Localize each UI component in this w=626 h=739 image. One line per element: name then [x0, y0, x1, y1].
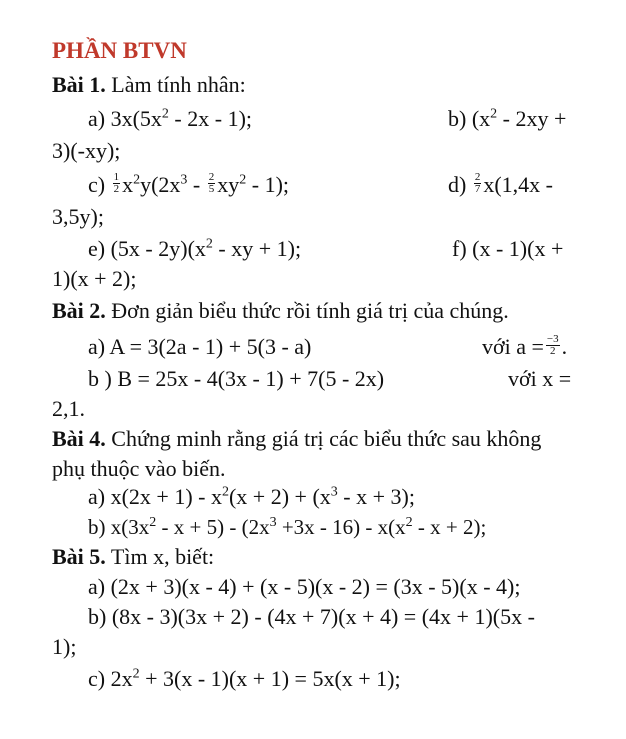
bai1-c-exp-2: 3: [180, 172, 188, 188]
page-title: PHẦN BTVN: [52, 38, 187, 63]
bai5-b-continuation: 1);: [52, 634, 77, 659]
bai1-number: Bài 1.: [52, 72, 106, 97]
bai1-c-expr-3: -: [187, 172, 206, 197]
bai1-b-exp: 2: [490, 106, 498, 122]
bai4-a-exp-1: 2: [221, 484, 229, 500]
bai2-a-expr: A = 3(2a - 1) + 5(3 - a): [109, 334, 312, 359]
bai2-instruction: Đơn giản biểu thức rồi tính giá trị của chúng.: [105, 298, 509, 323]
bai2-a-fraction: [546, 334, 560, 357]
bai2-a-cond-text: với a =: [482, 334, 544, 359]
bai5-instruction: Tìm x, biết:: [105, 544, 215, 569]
bai1-f-expr: (x - 1)(x +: [472, 236, 564, 261]
bai1-d-expr: x(1,4x -: [483, 172, 553, 197]
bai5-c-expr: 2x: [110, 666, 133, 691]
fraction-numerator: 2: [208, 171, 215, 184]
bai4-a: [88, 484, 415, 510]
bai5-a-expr: (2x + 3)(x - 4) + (x - 5)(x - 2) = (3x - 5)(x - 4);: [110, 574, 521, 599]
bai2-a-condition: [482, 334, 567, 360]
bai4-number: Bài 4.: [52, 426, 106, 451]
bai2-b-condition: với x =: [508, 366, 572, 391]
bai4-b-exp-2: 3: [269, 515, 277, 530]
bai1-e-expr-rest: - xy + 1);: [212, 236, 302, 261]
bai1-heading: [52, 72, 246, 98]
bai4-a-expr: x(2x + 1) - x: [110, 484, 222, 509]
bai1-b-continuation: 3)(-xy);: [52, 138, 121, 163]
fraction-denominator: 5: [208, 183, 215, 196]
bai1-f: [452, 236, 563, 262]
bai2-a-period: .: [561, 334, 568, 359]
bai2-b-expr: B = 25x - 4(3x - 1) + 7(5 - 2x): [117, 366, 385, 391]
bai2-b: [88, 366, 384, 392]
bai4-b-expr-3: +3x - 16) - x(x: [276, 515, 406, 539]
bai1-c-fraction-1: [113, 172, 121, 195]
bai5-b-label: b): [88, 604, 107, 629]
bai1-a: [88, 106, 252, 132]
bai1-e-exp: 2: [205, 236, 213, 252]
fraction-numerator: −3: [546, 333, 559, 346]
bai1-b-expr-rest: - 2xy +: [497, 106, 567, 131]
bai5-c-label: c): [88, 666, 106, 691]
bai1-b-label: b): [448, 106, 467, 131]
bai5-c: [88, 666, 401, 692]
bai2-b-continuation: 2,1.: [52, 396, 85, 421]
bai1-c-expr-2: y(2x: [140, 172, 181, 197]
bai1-b-expr: (x: [471, 106, 491, 131]
bai1-d-label: d): [448, 172, 467, 197]
bai1-c-exp-3: 2: [239, 172, 247, 188]
fraction-numerator: 1: [113, 171, 120, 184]
bai5-c-exp: 2: [132, 666, 140, 682]
bai4-heading-continuation: phụ thuộc vào biến.: [52, 456, 226, 481]
bai4-b-expr-2: - x + 5) - (2x: [156, 515, 270, 539]
bai5-a: [88, 574, 520, 600]
bai1-a-exp: 2: [161, 106, 169, 122]
bai4-instruction: Chứng minh rằng giá trị các biểu thức sau không: [105, 426, 542, 451]
bai4-heading: [52, 426, 541, 452]
bai1-e-label: e): [88, 236, 106, 261]
bai4-a-label: a): [88, 484, 106, 509]
bai1-c: [88, 172, 289, 198]
bai1-c-fraction-2: [208, 172, 216, 195]
bai4-b-label: b): [88, 515, 106, 539]
bai1-b: [448, 106, 566, 132]
bai2-a-label: a): [88, 334, 106, 359]
bai1-a-expr-rest: - 2x - 1);: [168, 106, 253, 131]
bai1-f-label: f): [452, 236, 467, 261]
bai5-b-expr: (8x - 3)(3x + 2) - (4x + 7)(x + 4) = (4x + 1)(5x -: [111, 604, 535, 629]
fraction-denominator: 2: [550, 345, 556, 358]
bai2-heading: [52, 298, 509, 324]
bai2-a: [88, 334, 311, 360]
bai1-d: [448, 172, 553, 198]
bai4-b-expr-4: - x + 2);: [412, 515, 487, 539]
bai1-c-exp-1: 2: [133, 172, 141, 188]
bai5-b: [88, 604, 535, 630]
bai4-b: [88, 514, 486, 540]
bai5-heading: [52, 544, 214, 570]
bai1-c-expr-4: xy: [217, 172, 240, 197]
bai1-f-continuation: 1)(x + 2);: [52, 266, 137, 291]
fraction-denominator: 2: [113, 183, 120, 196]
bai1-d-fraction: [474, 172, 482, 195]
bai4-a-exp-2: 3: [330, 484, 338, 500]
bai1-a-label: a): [88, 106, 106, 131]
bai4-b-expr: x(3x: [110, 515, 150, 539]
fraction-denominator: 7: [474, 183, 481, 196]
bai5-number: Bài 5.: [52, 544, 106, 569]
bai1-d-continuation: 3,5y);: [52, 204, 104, 229]
bai5-c-expr-rest: + 3(x - 1)(x + 1) = 5x(x + 1);: [139, 666, 401, 691]
bai1-e-expr: (5x - 2y)(x: [110, 236, 206, 261]
bai2-number: Bài 2.: [52, 298, 106, 323]
bai1-e: [88, 236, 301, 262]
bai1-a-expr: 3x(5x: [110, 106, 162, 131]
bai5-a-label: a): [88, 574, 106, 599]
fraction-numerator: 2: [474, 171, 481, 184]
bai4-a-expr-3: - x + 3);: [337, 484, 415, 509]
bai1-instruction: Làm tính nhân:: [105, 72, 246, 97]
bai4-a-expr-2: (x + 2) + (x: [228, 484, 331, 509]
bai1-c-expr-5: - 1);: [246, 172, 290, 197]
bai1-c-label: c): [88, 172, 106, 197]
bai2-b-label: b ): [88, 366, 112, 391]
bai1-c-expr: x: [122, 172, 134, 197]
bai4-b-exp-3: 2: [405, 515, 413, 530]
bai4-b-exp-1: 2: [149, 515, 157, 530]
